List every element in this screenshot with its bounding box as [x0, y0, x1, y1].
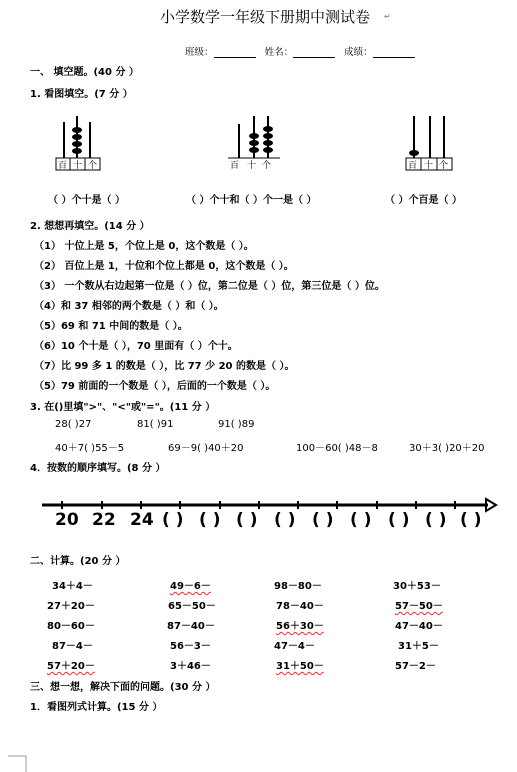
calc-r2-c1: 27＋20－	[47, 601, 95, 612]
abacus-3-label-ones: 个	[439, 161, 449, 171]
q1-heading: 1. 看图填空。(7 分 ）	[30, 89, 133, 100]
abacus-1	[56, 116, 100, 171]
abacus-1-label-tens: 十	[73, 161, 83, 171]
student-info-line	[185, 44, 415, 58]
q3-compare-2: 81( )91	[137, 419, 174, 430]
abacus-2-label-ones: 个	[262, 161, 272, 171]
para-mark: ↵	[384, 12, 391, 21]
number-line-blank-4[interactable]: ( )	[274, 510, 296, 530]
q4-heading: 4．按数的顺序填写。(8 分 ）	[30, 463, 166, 474]
section1-heading: 一、 填空题。(40 分 ）	[30, 67, 139, 78]
calc-r3-c3: 56＋30－	[276, 621, 324, 632]
abacus-3-label-tens: 十	[424, 161, 434, 171]
number-line-value-20: 20	[55, 510, 79, 530]
abacus-2-label-hundreds: 百	[230, 161, 240, 171]
q2-item-1: （1） 十位上是 5，个位上是 0，这个数是（ ）。	[34, 241, 254, 252]
calc-r5-c3: 31＋50－	[276, 661, 324, 672]
number-line-blank-6[interactable]: ( )	[350, 510, 372, 530]
number-line-blank-9[interactable]: ( )	[460, 510, 482, 530]
number-line-blank-8[interactable]: ( )	[425, 510, 447, 530]
calc-r2-c4: 57－50－	[395, 601, 443, 612]
calc-r4-c1: 87－4－	[52, 641, 93, 652]
name-blank[interactable]	[293, 57, 335, 58]
section3-heading: 三、想一想，解决下面的问题。(30 分 ）	[30, 682, 216, 693]
number-line-value-24: 24	[130, 510, 154, 530]
calc-r3-c1: 80－60－	[47, 621, 95, 632]
abacus-1-label-ones: 个	[88, 161, 98, 171]
calc-r4-c3: 47－4－	[274, 641, 315, 652]
calc-r4-c2: 56－3－	[170, 641, 211, 652]
q1-blank-2: （ ）个十和（ ）个一是（ ）	[186, 195, 317, 206]
calc-r5-c4: 57－2－	[395, 661, 436, 672]
page-title: 小学数学一年级下册期中测试卷	[160, 8, 371, 26]
q2-item-6: （6）10 个十是（ ），70 里面有（ ）个十。	[34, 341, 238, 352]
q2-heading: 2. 想想再填空。(14 分 ）	[30, 221, 150, 232]
calc-r1-c1: 34＋4－	[52, 581, 93, 592]
number-line-blank-1[interactable]: ( )	[162, 510, 184, 530]
page-corner-mark	[8, 755, 28, 772]
class-label: 班级：	[185, 47, 214, 58]
q2-item-3: （3） 一个数从右边起第一位是（ ）位，第二位是（ ）位，第三位是（ ）位。	[34, 281, 385, 292]
abacus-2	[228, 116, 280, 171]
abacus-2-label-tens: 十	[247, 161, 257, 171]
number-line-blank-5[interactable]: ( )	[312, 510, 334, 530]
calc-r1-c3: 98－80－	[274, 581, 322, 592]
name-label: 姓名：	[264, 47, 294, 58]
calc-r1-c2: 49－6－	[170, 581, 211, 592]
q2-item-7: （7）比 99 多 1 的数是（ ），比 77 少 20 的数是（ ）。	[34, 361, 295, 372]
q2-item-2: （2） 百位上是 1，十位和个位上都是 0，这个数是（ ）。	[34, 261, 294, 272]
q3-heading: 3. 在()里填">"、"<"或"="。(11 分 ）	[30, 402, 216, 413]
calc-r2-c2: 65－50－	[168, 601, 216, 612]
q1-blank-1: （ ）个十是（ ）	[48, 195, 125, 206]
score-label: 成绩：	[344, 47, 373, 58]
calc-r2-c3: 78－40－	[276, 601, 324, 612]
abacus-1-label-hundreds: 百	[58, 161, 68, 171]
calc-r1-c4: 30＋53－	[393, 581, 441, 592]
calc-r3-c2: 87－40－	[167, 621, 215, 632]
q3-compare-3: 91( )89	[218, 419, 255, 430]
number-line-blank-2[interactable]: ( )	[199, 510, 221, 530]
q3-compare-4: 40＋7( )55－5	[55, 443, 125, 454]
abacus-figures	[40, 112, 500, 180]
calc-r5-c2: 3＋46－	[170, 661, 211, 672]
q2-item-4: （4）和 37 相邻的两个数是（ ）和（ ）。	[34, 301, 224, 312]
calc-r5-c1: 57＋20－	[47, 661, 95, 672]
abacus-3	[406, 116, 452, 171]
class-blank[interactable]	[214, 57, 256, 58]
q3-compare-6: 100－60( )48－8	[296, 443, 378, 454]
section2-heading: 二、计算。(20 分 ）	[30, 556, 126, 567]
number-line-blank-7[interactable]: ( )	[388, 510, 410, 530]
q3-compare-5: 69－9( )40＋20	[168, 443, 244, 454]
number-line-value-22: 22	[92, 510, 116, 530]
q2-item-8: （5）79 前面的一个数是（ ），后面的一个数是（ ）。	[34, 381, 276, 392]
q2-item-5: （5）69 和 71 中间的数是（ ）。	[34, 321, 188, 332]
calc-r3-c4: 47－40－	[395, 621, 443, 632]
calc-r4-c4: 31＋5－	[398, 641, 439, 652]
q3-compare-1: 28( )27	[55, 419, 92, 430]
score-blank[interactable]	[373, 57, 415, 58]
q3-compare-7: 30＋3( )20＋20	[409, 443, 485, 454]
abacus-3-label-hundreds: 百	[408, 161, 418, 171]
q1-blank-3: （ ）个百是（ ）	[385, 195, 462, 206]
number-line-blank-3[interactable]: ( )	[236, 510, 258, 530]
section3-q1-heading: 1．看图列式计算。(15 分 ）	[30, 702, 163, 713]
